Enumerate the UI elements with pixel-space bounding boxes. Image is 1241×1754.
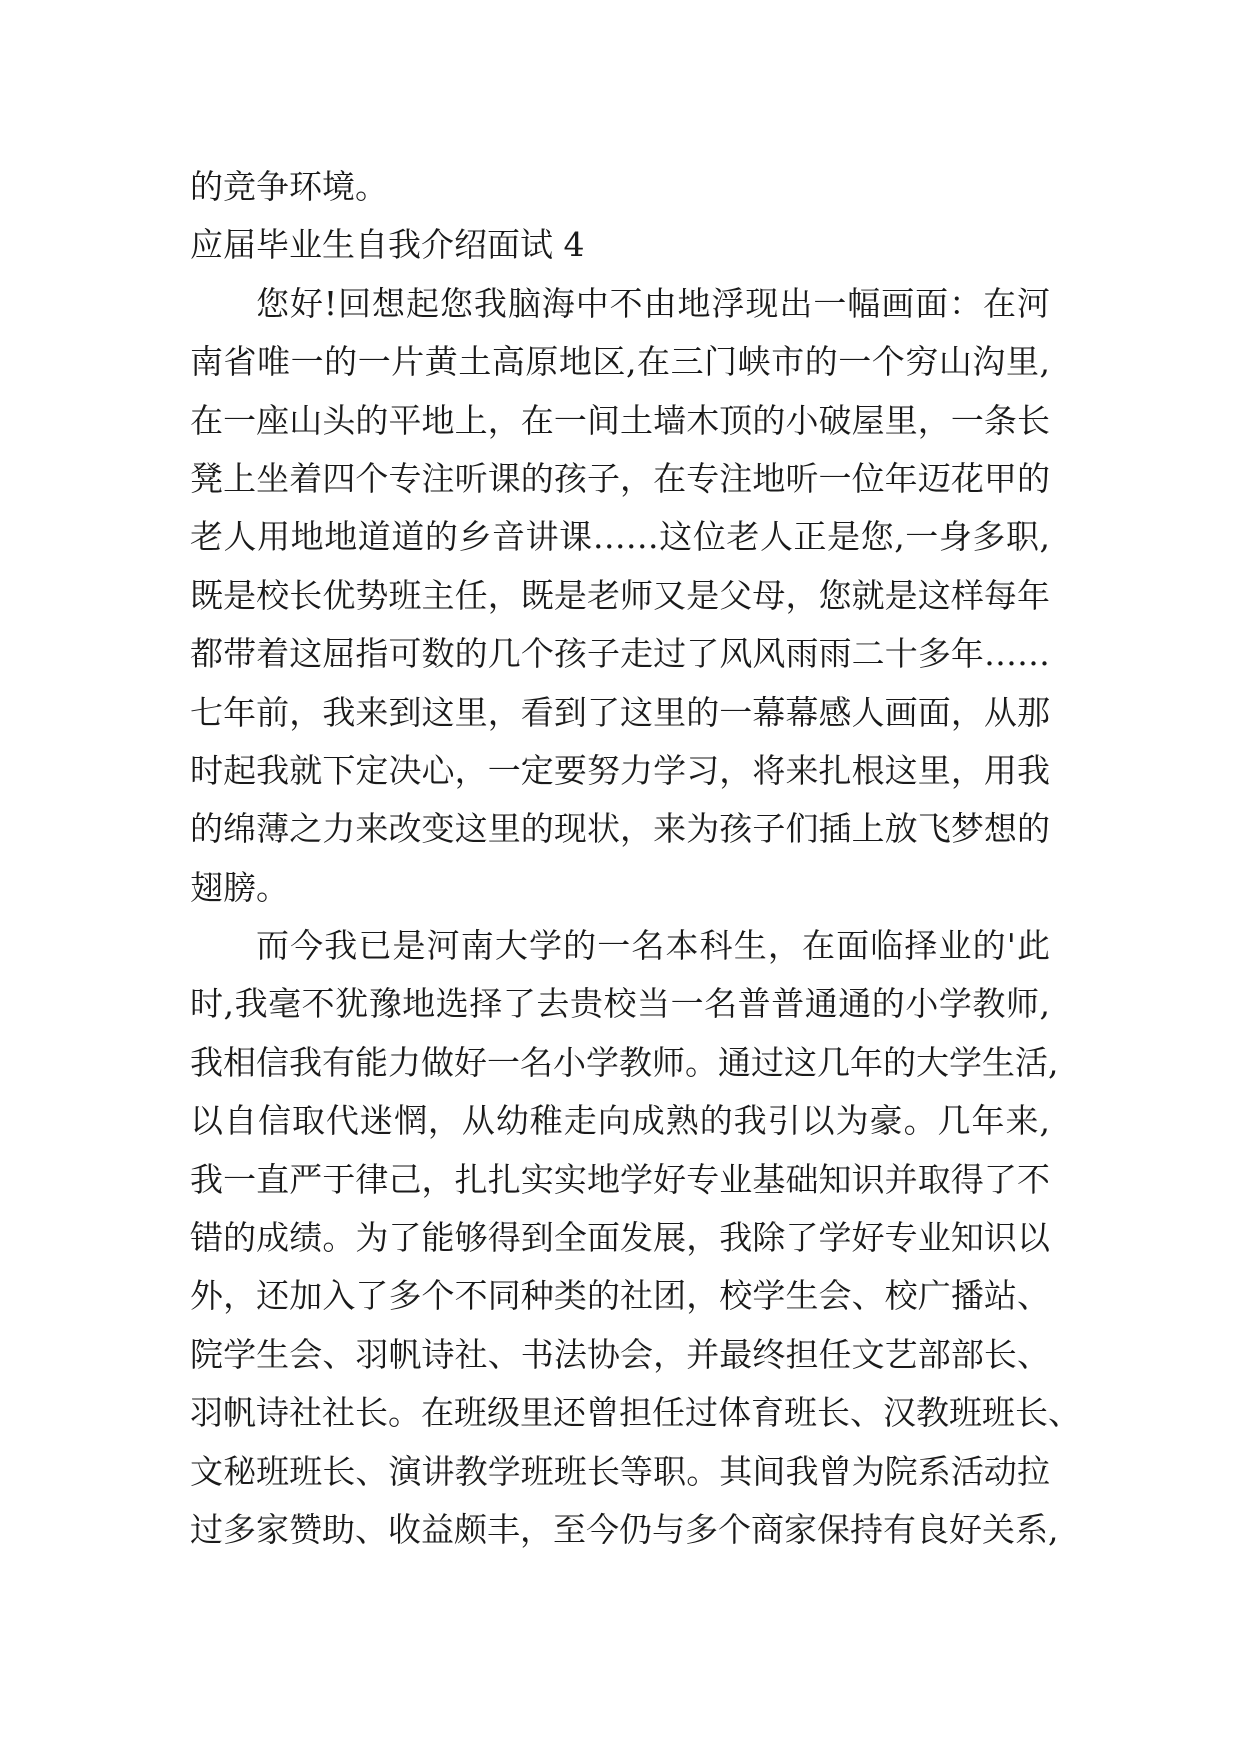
text-line: 老人用地地道道的乡音讲课……这位老人正是您,一身多职, <box>190 517 1050 557</box>
text-line: 过多家赞助、收益颇丰，至今仍与多个商家保持有良好关系, <box>190 1509 1059 1549</box>
text-line: 七年前，我来到这里，看到了这里的一幕幕感人画面，从那 <box>190 692 1050 732</box>
section-heading: 应届毕业生自我介绍面试 4 <box>190 225 585 265</box>
document-body <box>190 158 1081 1559</box>
text-line: 翅膀。 <box>190 867 289 907</box>
text-line: 时起我就下定决心，一定要努力学习，将来扎根这里，用我 <box>190 750 1050 790</box>
text-line: 凳上坐着四个专注听课的孩子，在专注地听一位年迈花甲的 <box>190 458 1050 498</box>
text-line: 而今我已是河南大学的一名本科生，在面临择业的'此 <box>256 926 1050 966</box>
text-line: 的绵薄之力来改变这里的现状，来为孩子们插上放飞梦想的 <box>190 809 1050 849</box>
text-line: 时,我毫不犹豫地选择了去贵校当一名普普通通的小学教师, <box>190 984 1050 1024</box>
text-line: 以自信取代迷惘，从幼稚走向成熟的我引以为豪。几年来, <box>190 1101 1050 1141</box>
text-line: 您好!回想起您我脑海中不由地浮现出一幅画面：在河 <box>256 283 1050 323</box>
text-line: 院学生会、羽帆诗社、书法协会，并最终担任文艺部部长、 <box>190 1334 1050 1374</box>
text-line: 既是校长优势班主任，既是老师又是父母，您就是这样每年 <box>190 575 1050 615</box>
text-line: 我相信我有能力做好一名小学教师。通过这几年的大学生活, <box>190 1042 1059 1082</box>
text-line: 外，还加入了多个不同种类的社团，校学生会、校广播站、 <box>190 1276 1050 1316</box>
text-line: 羽帆诗社社长。在班级里还曾担任过体育班长、汉教班班长、 <box>190 1393 1081 1433</box>
text-line: 文秘班班长、演讲教学班班长等职。其间我曾为院系活动拉 <box>190 1451 1050 1491</box>
text-line: 的竞争环境。 <box>190 167 388 206</box>
text-line: 都带着这屈指可数的几个孩子走过了风风雨雨二十多年…… <box>190 634 1050 674</box>
text-line: 错的成绩。为了能够得到全面发展，我除了学好专业知识以 <box>190 1218 1050 1258</box>
text-line: 我一直严于律己，扎扎实实地学好专业基础知识并取得了不 <box>190 1159 1050 1199</box>
text-line: 南省唯一的一片黄土高原地区,在三门峡市的一个穷山沟里, <box>190 342 1050 382</box>
text-line: 在一座山头的平地上，在一间土墙木顶的小破屋里，一条长 <box>190 400 1050 440</box>
